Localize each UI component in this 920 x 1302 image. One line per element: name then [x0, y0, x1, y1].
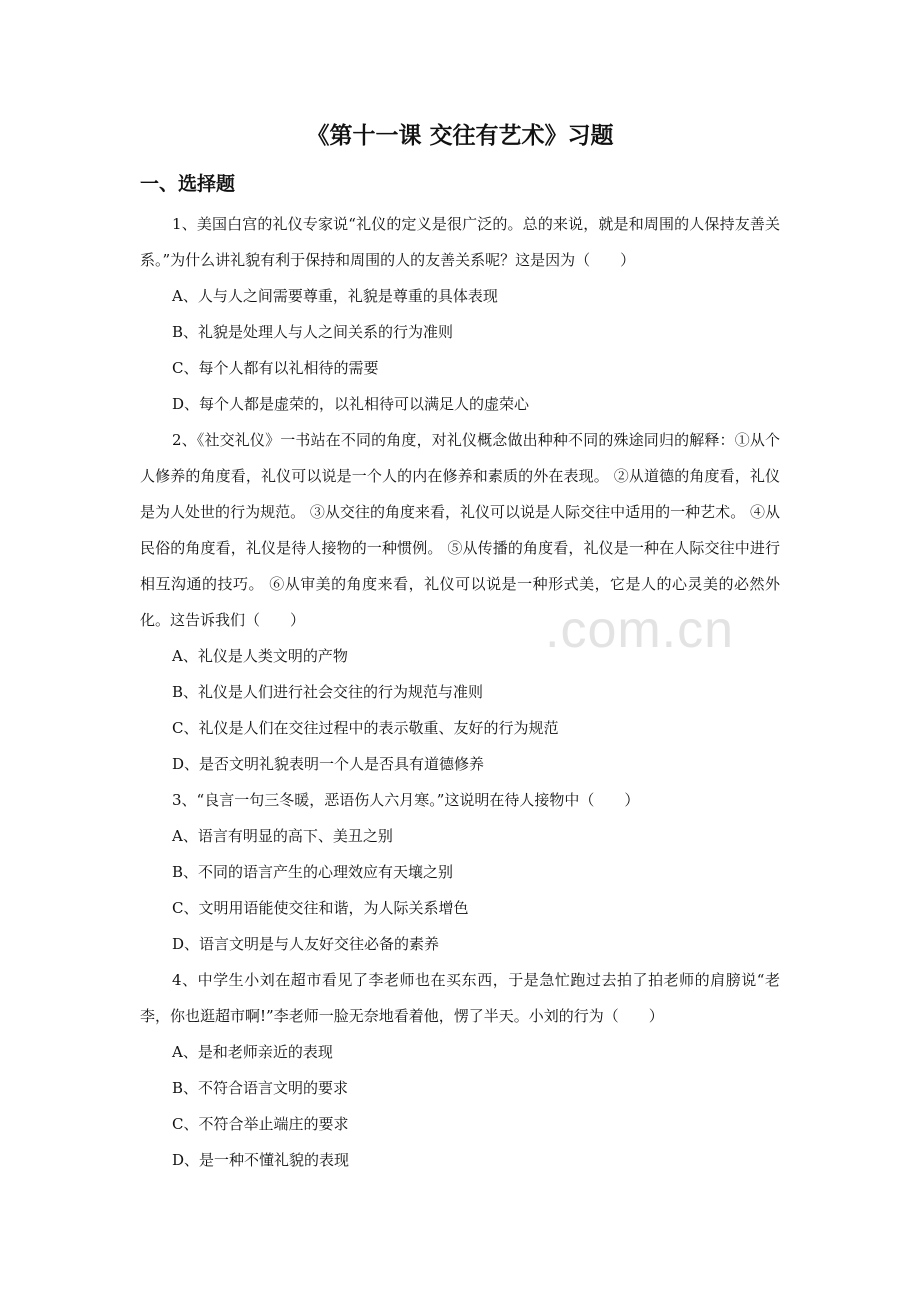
- question-2-option-a: A、礼仪是人类文明的产物: [172, 647, 348, 665]
- question-1-option-c: C、每个人都有以礼相待的需要: [172, 359, 379, 377]
- question-4-stem: 4、中学生小刘在超市看见了李老师也在买东西，于是急忙跑过去拍了拍老师的肩膀说“老李，你也逛超市啊!”李老师一脸无奈地看着他，愣了半天。小刘的行为（ ）: [140, 971, 780, 1025]
- question-3-option-b: B、不同的语言产生的心理效应有天壤之别: [172, 863, 454, 881]
- document-title: 《第十一课 交往有艺术》习题: [306, 122, 614, 149]
- question-4-option-c: C、不符合举止端庄的要求: [172, 1115, 349, 1133]
- question-2-option-d: D、是否文明礼貌表明一个人是否具有道德修养: [172, 755, 485, 773]
- question-1-option-a: A、人与人之间需要尊重，礼貌是尊重的具体表现: [172, 287, 498, 305]
- question-1-option-d: D、每个人都是虚荣的，以礼相待可以满足人的虚荣心: [172, 395, 530, 413]
- question-4-option-d: D、是一种不懂礼貌的表现: [172, 1151, 350, 1169]
- question-3-option-d: D、语言文明是与人友好交往必备的素养: [172, 935, 440, 953]
- watermark: .com.cn: [545, 601, 735, 659]
- question-3-option-a: A、语言有明显的高下、美丑之别: [172, 827, 393, 845]
- question-3-stem: 3、“良言一句三冬暖，恶语伤人六月寒。”这说明在待人接物中（ ）: [172, 791, 640, 809]
- question-2-option-b: B、礼仪是人们进行社会交往的行为规范与准则: [172, 683, 484, 701]
- question-4-option-a: A、是和老师亲近的表现: [172, 1043, 333, 1061]
- section-heading: 一、选择题: [140, 173, 236, 195]
- question-2-option-c: C、礼仪是人们在交往过程中的表示敬重、友好的行为规范: [172, 719, 559, 737]
- question-3-option-c: C、文明用语能使交往和谐，为人际关系增色: [172, 899, 469, 917]
- question-4-option-b: B、不符合语言文明的要求: [172, 1079, 349, 1097]
- question-1-stem: 1、美国白宫的礼仪专家说“礼仪的定义是很广泛的。总的来说，就是和周围的人保持友善关系。”为什么讲礼貌有利于保持和周围的人的友善关系呢？这是因为（ ）: [140, 215, 780, 269]
- question-1-option-b: B、礼貌是处理人与人之间关系的行为准则: [172, 323, 454, 341]
- question-2-stem: 2、《社交礼仪》一书站在不同的角度，对礼仪概念做出种种不同的殊途同归的解释：①从个人修养的角度看，礼仪可以说是一个人的内在修养和素质的外在表现。 ②从道德的角度看，礼仪是为人处世的行为规范。 ③从交往的角度来看，礼仪可以说是人际交往中适用的一种艺术。 ④从民俗的角度看，礼仪是待人接物的一种惯例。 ⑤从传播的角度看，礼仪是一种在人际交往中进行相互沟通的技巧。 ⑥从审美的角度来看，礼仪可以说是一种形式美，它是人的心灵美的必然外化。这告诉我们（ ）: [140, 431, 780, 629]
- question-list: [140, 206, 780, 1178]
